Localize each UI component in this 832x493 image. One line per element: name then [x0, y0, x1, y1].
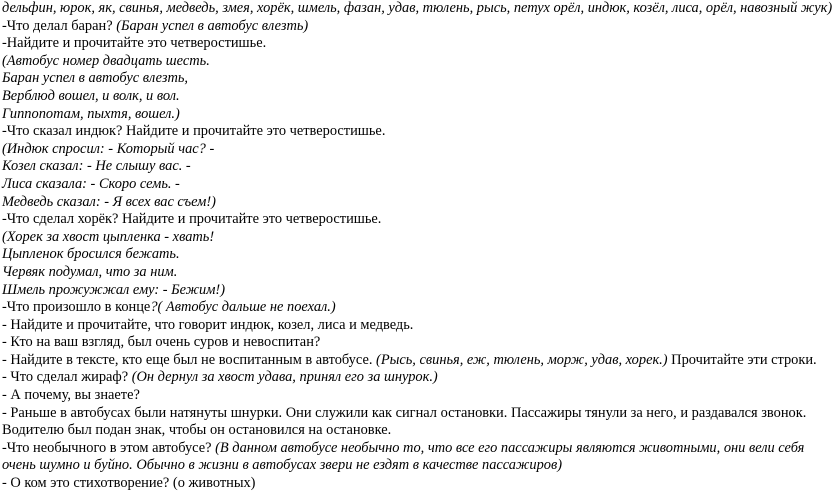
text-segment: -Что делал баран?	[2, 17, 117, 34]
text-line	[2, 282, 814, 300]
text-line	[2, 475, 814, 493]
italic-text-segment: (В данном автобусе необычно то, что все его пассажиры являются животными, они вели себя очень шумно и буйно. Обычно в жизни в автобусах звери не ездят в качестве пассажиров)	[2, 439, 805, 474]
italic-text-segment: Баран успел в автобус влезть,	[2, 70, 189, 87]
text-line	[2, 229, 814, 247]
text-line	[2, 88, 814, 106]
text-line	[2, 264, 814, 282]
text-line	[2, 106, 814, 124]
italic-text-segment: Медведь сказал: - Я всех вас съем!)	[2, 193, 216, 210]
text-segment: - Найдите в тексте, кто еще был не воспитанным в автобусе.	[2, 351, 377, 368]
text-line	[2, 211, 814, 229]
italic-text-segment: (Хорек за хвост цыпленка - хвать!	[2, 228, 215, 245]
italic-text-segment: дельфин, юрок, як, свинья, медведь, змея, хорёк, шмель, фазан, удав, тюлень, рысь, петух орёл, индюк, козёл, лиса, орёл, навозный жук)	[2, 0, 832, 16]
text-line	[2, 18, 814, 36]
text-segment: - О ком это стихотворение? (о животных)	[2, 475, 256, 492]
italic-text-segment: (Индюк спросил: - Который час? -	[2, 140, 215, 157]
text-line	[2, 351, 817, 370]
text-segment: -Что произошло в конце	[2, 299, 151, 316]
text-segment: - А почему, вы знаете?	[2, 387, 140, 404]
text-line	[2, 387, 814, 405]
text-segment: Прочитайте эти строки.	[667, 351, 817, 368]
italic-text-segment: ?( Автобус дальше не поехал.)	[150, 299, 336, 316]
text-segment: - Что сделал жираф?	[2, 369, 132, 386]
text-line	[2, 194, 814, 212]
text-segment: - Найдите и прочитайте, что говорит индюк, козел, лиса и медведь.	[2, 316, 414, 333]
text-line	[2, 440, 814, 475]
text-segment: -Что сделал хорёк? Найдите и прочитайте это четверостишье.	[2, 211, 382, 228]
text-segment: -Что сказал индюк? Найдите и прочитайте это четверостишье.	[2, 123, 386, 140]
italic-text-segment: Шмель прожужжал ему: - Бежим!)	[2, 281, 225, 298]
italic-text-segment: (Рысь, свинья, еж, тюлень, морж, удав, хорек.)	[376, 351, 668, 368]
text-segment: -Найдите и прочитайте это четверостишье.	[2, 35, 267, 52]
italic-text-segment: Верблюд вошел, и волк, и вол.	[2, 87, 180, 104]
text-segment: - Кто на ваш взгляд, был очень суров и невоспитан?	[2, 334, 321, 351]
text-line	[2, 141, 814, 159]
text-line	[2, 70, 814, 88]
text-line	[2, 317, 814, 335]
text-line	[2, 246, 814, 264]
text-line	[2, 405, 814, 440]
italic-text-segment: Козел сказал: - Не слышу вас. -	[2, 158, 191, 175]
text-line	[2, 299, 814, 317]
text-line	[2, 334, 814, 352]
italic-text-segment: Червяк подумал, что за ним.	[2, 263, 178, 280]
text-line	[2, 123, 814, 141]
text-line	[2, 158, 814, 176]
text-line	[2, 53, 814, 71]
text-line	[2, 0, 832, 18]
italic-text-segment: Гиппопотам, пыхтя, вошел.)	[2, 105, 180, 122]
text-line	[2, 369, 814, 387]
italic-text-segment: (Баран успел в автобус влезть)	[116, 17, 309, 34]
italic-text-segment: (Автобус номер двадцать шесть.	[2, 52, 210, 69]
text-segment: - Раньше в автобусах были натянуты шнурки. Они служили как сигнал остановки. Пассажиры тянули за него, и раздавался звонок. Водителю был подан знак, чтобы он остановился на остановке.	[2, 404, 807, 439]
text-line	[2, 35, 814, 53]
italic-text-segment: (Он дернул за хвост удава, принял его за шнурок.)	[131, 369, 438, 386]
text-line	[2, 176, 814, 194]
italic-text-segment: Цыпленок бросился бежать.	[2, 246, 180, 263]
italic-text-segment: Лиса сказала: - Скоро семь. -	[2, 175, 180, 192]
text-segment: -Что необычного в этом автобусе?	[2, 439, 216, 456]
